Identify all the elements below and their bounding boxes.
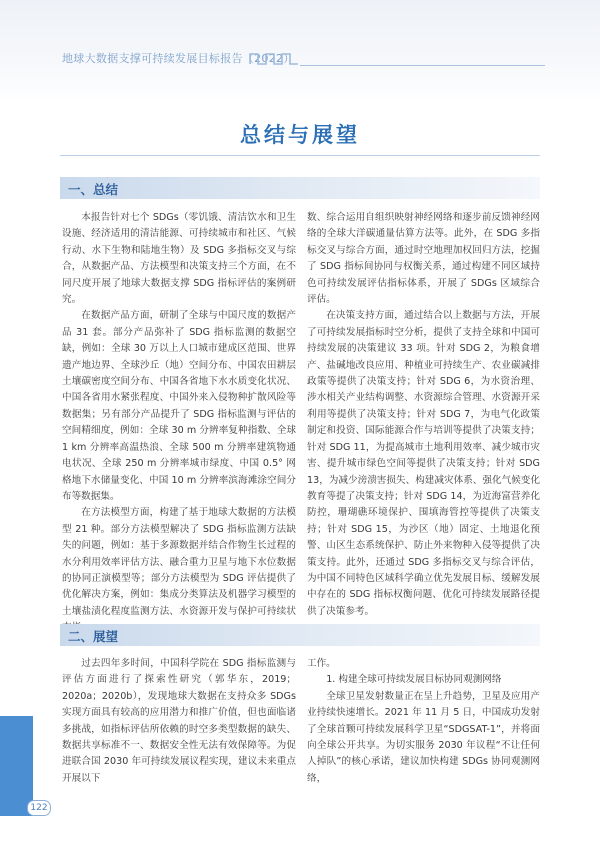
side-tab <box>0 716 33 816</box>
outlook-subheading: 1. 构建全球可持续发展目标协同观测网络 <box>326 674 502 686</box>
section-label: 一、总结 <box>68 182 119 197</box>
page-title: 总结与展望 <box>240 123 360 147</box>
page-number: 122 <box>27 800 51 816</box>
running-title: 地球大数据支撑可持续发展目标报告（2022） <box>62 52 295 65</box>
outlook-lead: 工作。 <box>307 658 336 669</box>
summary-paragraph: 数、综合运用自组织映射神经网络和逐步前反馈神经网络的全球大洋碳通量估算方法等。此外，在 SDG 多指标交叉与综合方面，通过时空地理加权回归方法，挖掘了 SDG 指标间协同与权衡关系，通过构建不同区域持色可持续发展评估指标体系，开展了 SDGs 区域综合评估。 <box>307 212 540 306</box>
summary-right-column <box>307 210 540 620</box>
outlook-left-column <box>62 656 296 787</box>
outlook-paragraph: 过去四年多时间，中国科学院在 SDG 指标监测与评估方面进行了探索性研究（郭华东，2019；2020a；2020b），发现地球大数据在支持众多 SDGs 实现方面具有较高的应用潜力和推广价值，但也面临诸多挑战，如指标评估所依赖的时空多类型数据的缺失、数据共享标准不一、数据安全性无法有效保障等。为促进联合国 2030 年可持续发展议程实现，建议未来重点开展以下 <box>62 658 296 784</box>
header-decoration-icon <box>248 50 300 68</box>
summary-paragraph: 在数据产品方面，研制了全球与中国尺度的数据产品 31 套。部分产品弥补了 SDG 指标监测的数据空缺，例如：全球 30 万以上人口城市建成区范围、世界遗产地边界、全球沙丘（地）空间分布、中国农田耕层土壤碳密度空间分布、中国各省地下水水质变化状况、中国各省用水紧张程度、中国外来入侵物种扩散风险等数据集；另有部分产品提升了 SDG 指标监测与评估的空间精细度，例如：全球 30 m 分辨率复种指数、全球 1 km 分辨率高温热浪、全球 500 m 分辨率建筑物通电状况、全球 250 m 分辨率城市绿度、中国 0.5° 网格地下水储量变化、中国 10 m 分辨率滨海滩涂空间分布等数据集。 <box>62 310 296 502</box>
section-label: 二、展望 <box>68 629 119 644</box>
summary-paragraph: 在决策支持方面，通过结合以上数据与方法，开展了可持续发展指标时空分析，提供了支持全球和中国可持续发展的决策建议 33 项。针对 SDG 2，为粮食增产、盐碱地改良应用、种植业可持续生产、农业碳减排政策等提供了决策支持；针对 SDG 6，为水资治理、涉水相关产业结构调整、水资源综合管理、水资源开采利用等提供了决策支持；针对 SDG 7，为电气化政策制定和投资、国际能源合作与培训等提供了决策支持；针对 SDG 11，为提高城市土地利用效率、减少城市灾害、提升城市绿色空间等提供了决策支持；针对 SDG 13，为减少滂溃害损失、构建减灾体系、强化气候变化教育等提了决策支持；针对 SDG 14，为近海富营养化防控，珊瑚礁环境保护、围填海管控等提供了决策支持；针对 SDG 15，为沙区（地）固定、土地退化预警、山区生态系统保护、防止外来物种入侵等提供了决策支持。此外，还通过 SDG 多指标交叉与综合评估，为中国不同特色区域科学确立优先发展目标、缓解发展中存在的 SDG 指标权衡问题、优化可持续发展路径提供了决策参考。 <box>307 310 540 617</box>
header-rule <box>300 65 545 66</box>
summary-left-column <box>62 210 296 637</box>
summary-paragraph: 本报告针对七个 SDGs（零饥饿、清洁饮水和卫生设施、经济适用的清洁能源、可持续城市和社区、气候行动、水下生物和陆地生物）及 SDG 多指标交叉与综合，从数据产品、方法模型和决策支持三个方面，在不同尺度开展了地球大数据支撑 SDG 指标评估的案例研究。 <box>62 212 296 306</box>
title-divider <box>60 155 540 156</box>
summary-paragraph: 在方法模型方面，构建了基于地球大数据的方法模型 21 种。部分方法模型解决了 SDG 指标监测方法缺失的问题，例如：基于多源数据并结合作物生长过程的水分利用效率评估方法、融合重力卫星与地下水位数据的协同正演模型等；部分方法模型为 SDG 评估提供了优化解决方案，例如：集成分类算法及机器学习模型的土壤盐渍化程度监测方法、水资源开发与保护可持续状 <box>62 507 296 617</box>
outlook-paragraph: 全球卫星发射数量正在呈上升趋势，卫星及应用产业持续快速增长。2021 年 11 月 5 日，中国成功发射了全球首颗可持续发展科学卫星“SDGSAT-1”，并将面向全球公开共享。为切实服务 2030 年议程“不让任何人掉队”的核心承诺，建议加快构建 SDGs 协同观测网络， <box>307 690 540 784</box>
outlook-right-column <box>307 656 540 787</box>
section-header-outlook <box>60 624 540 646</box>
section-header-summary <box>60 177 540 199</box>
